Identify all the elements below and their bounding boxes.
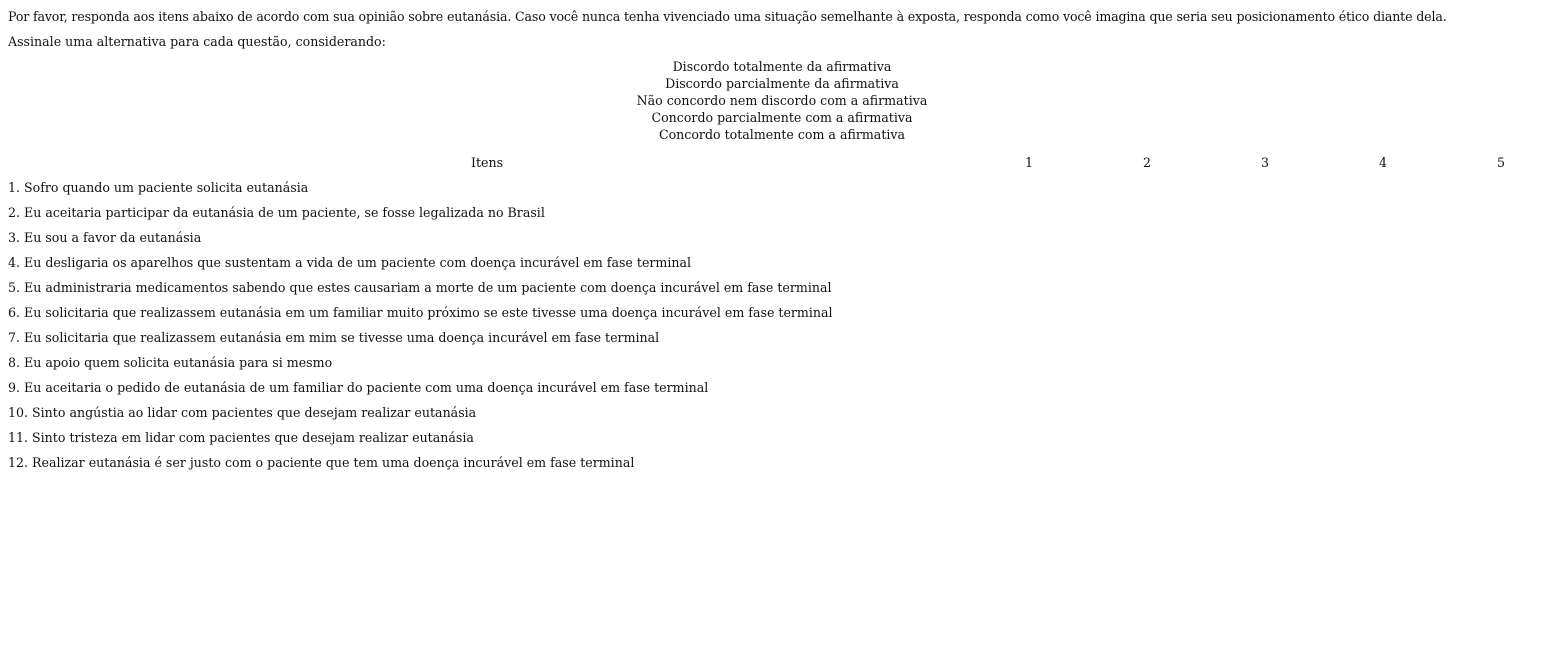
answer-cell-2[interactable] [1088, 200, 1206, 225]
table-row [4, 175, 1560, 200]
answer-cell-1[interactable] [970, 325, 1088, 350]
item-text: 2. Eu aceitaria participar da eutanásia de um paciente, se fosse legalizada no Brasil [8, 205, 545, 220]
scale-option-4: Concordo parcialmente com a afirmativa [651, 110, 913, 125]
scale-option-2: Discordo parcialmente da afirmativa [665, 76, 899, 91]
answer-cell-5[interactable] [1442, 175, 1560, 200]
item-text: 11. Sinto tristeza em lidar com pacientes que desejam realizar eutanásia [8, 430, 474, 445]
table-row [4, 225, 1560, 250]
table-row [4, 400, 1560, 425]
table-row [4, 275, 1560, 300]
intro-paragraph: Por favor, responda aos itens abaixo de acordo com sua opinião sobre eutanásia. Caso você nunca tenha vivenciado uma situação semelhante à exposta, responda como você imagina que seria seu posicionamento ético diante dela. [8, 9, 1447, 24]
column-header-1: 1 [1024, 155, 1033, 170]
answer-cell-3[interactable] [1206, 275, 1324, 300]
table-row [4, 300, 1560, 325]
response-scale-legend [600, 58, 964, 143]
answer-cell-4[interactable] [1324, 425, 1442, 450]
scale-option-1: Discordo totalmente da afirmativa [672, 59, 892, 74]
answer-cell-3[interactable] [1206, 175, 1324, 200]
answer-cell-1[interactable] [970, 350, 1088, 375]
answer-cell-2[interactable] [1088, 375, 1206, 400]
answer-cell-1[interactable] [970, 225, 1088, 250]
answer-cell-3[interactable] [1206, 350, 1324, 375]
answer-cell-2[interactable] [1088, 450, 1206, 475]
answer-cell-3[interactable] [1206, 375, 1324, 400]
item-text: 9. Eu aceitaria o pedido de eutanásia de um familiar do paciente com uma doença incurável em fase terminal [8, 380, 709, 395]
answer-cell-3[interactable] [1206, 225, 1324, 250]
answer-cell-2[interactable] [1088, 300, 1206, 325]
item-text: 1. Sofro quando um paciente solicita eutanásia [8, 180, 309, 195]
table-row [4, 200, 1560, 225]
answer-cell-2[interactable] [1088, 350, 1206, 375]
answer-cell-2[interactable] [1088, 175, 1206, 200]
answer-cell-5[interactable] [1442, 300, 1560, 325]
item-text: 5. Eu administraria medicamentos sabendo que estes causariam a morte de um paciente com doença incurável em fase terminal [8, 280, 832, 295]
answer-cell-5[interactable] [1442, 375, 1560, 400]
answer-cell-1[interactable] [970, 400, 1088, 425]
answer-cell-4[interactable] [1324, 350, 1442, 375]
answer-cell-5[interactable] [1442, 400, 1560, 425]
answer-cell-4[interactable] [1324, 300, 1442, 325]
answer-cell-1[interactable] [970, 300, 1088, 325]
answer-cell-4[interactable] [1324, 375, 1442, 400]
answer-cell-2[interactable] [1088, 275, 1206, 300]
answer-cell-1[interactable] [970, 250, 1088, 275]
answer-cell-2[interactable] [1088, 325, 1206, 350]
scale-option-5: Concordo totalmente com a afirmativa [658, 127, 906, 142]
answer-cell-1[interactable] [970, 200, 1088, 225]
item-text: 4. Eu desligaria os aparelhos que sustentam a vida de um paciente com doença incurável em fase terminal [8, 255, 692, 270]
answer-cell-3[interactable] [1206, 200, 1324, 225]
column-header-3: 3 [1260, 155, 1269, 170]
answer-cell-5[interactable] [1442, 250, 1560, 275]
table-row [4, 450, 1560, 475]
answer-cell-5[interactable] [1442, 200, 1560, 225]
answer-cell-4[interactable] [1324, 275, 1442, 300]
table-header-row [4, 150, 1560, 175]
answer-cell-2[interactable] [1088, 250, 1206, 275]
answer-cell-1[interactable] [970, 375, 1088, 400]
instruction-text: Assinale uma alternativa para cada questão, considerando: [8, 34, 386, 49]
column-header-5: 5 [1496, 155, 1505, 170]
answer-cell-4[interactable] [1324, 175, 1442, 200]
answer-cell-3[interactable] [1206, 250, 1324, 275]
answer-cell-5[interactable] [1442, 450, 1560, 475]
answer-cell-3[interactable] [1206, 400, 1324, 425]
table-row [4, 250, 1560, 275]
answer-cell-4[interactable] [1324, 225, 1442, 250]
table-row [4, 375, 1560, 400]
answer-cell-2[interactable] [1088, 225, 1206, 250]
answer-cell-5[interactable] [1442, 350, 1560, 375]
table-row [4, 425, 1560, 450]
answer-cell-5[interactable] [1442, 225, 1560, 250]
answer-cell-4[interactable] [1324, 325, 1442, 350]
answer-cell-1[interactable] [970, 450, 1088, 475]
item-text: 3. Eu sou a favor da eutanásia [8, 230, 202, 245]
answer-cell-1[interactable] [970, 175, 1088, 200]
answer-cell-3[interactable] [1206, 300, 1324, 325]
answer-cell-5[interactable] [1442, 425, 1560, 450]
answer-cell-3[interactable] [1206, 450, 1324, 475]
column-header-2: 2 [1142, 155, 1151, 170]
answer-cell-2[interactable] [1088, 425, 1206, 450]
answer-cell-1[interactable] [970, 425, 1088, 450]
item-text: 7. Eu solicitaria que realizassem eutanásia em mim se tivesse uma doença incurável em fase terminal [8, 330, 660, 345]
answer-cell-4[interactable] [1324, 400, 1442, 425]
survey-table [4, 150, 1560, 475]
item-text: 12. Realizar eutanásia é ser justo com o paciente que tem uma doença incurável em fase terminal [8, 455, 635, 470]
answer-cell-4[interactable] [1324, 250, 1442, 275]
item-text: 6. Eu solicitaria que realizassem eutanásia em um familiar muito próximo se este tivesse uma doença incurável em fase terminal [8, 305, 833, 320]
table-row [4, 325, 1560, 350]
column-header-4: 4 [1378, 155, 1387, 170]
answer-cell-2[interactable] [1088, 400, 1206, 425]
answer-cell-4[interactable] [1324, 450, 1442, 475]
scale-option-3: Não concordo nem discordo com a afirmativa [636, 93, 928, 108]
items-column-header: Itens [470, 155, 504, 170]
answer-cell-1[interactable] [970, 275, 1088, 300]
answer-cell-5[interactable] [1442, 325, 1560, 350]
answer-cell-4[interactable] [1324, 200, 1442, 225]
table-row [4, 350, 1560, 375]
answer-cell-5[interactable] [1442, 275, 1560, 300]
answer-cell-3[interactable] [1206, 425, 1324, 450]
item-text: 10. Sinto angústia ao lidar com pacientes que desejam realizar eutanásia [8, 405, 477, 420]
answer-cell-3[interactable] [1206, 325, 1324, 350]
item-text: 8. Eu apoio quem solicita eutanásia para si mesmo [8, 355, 333, 370]
